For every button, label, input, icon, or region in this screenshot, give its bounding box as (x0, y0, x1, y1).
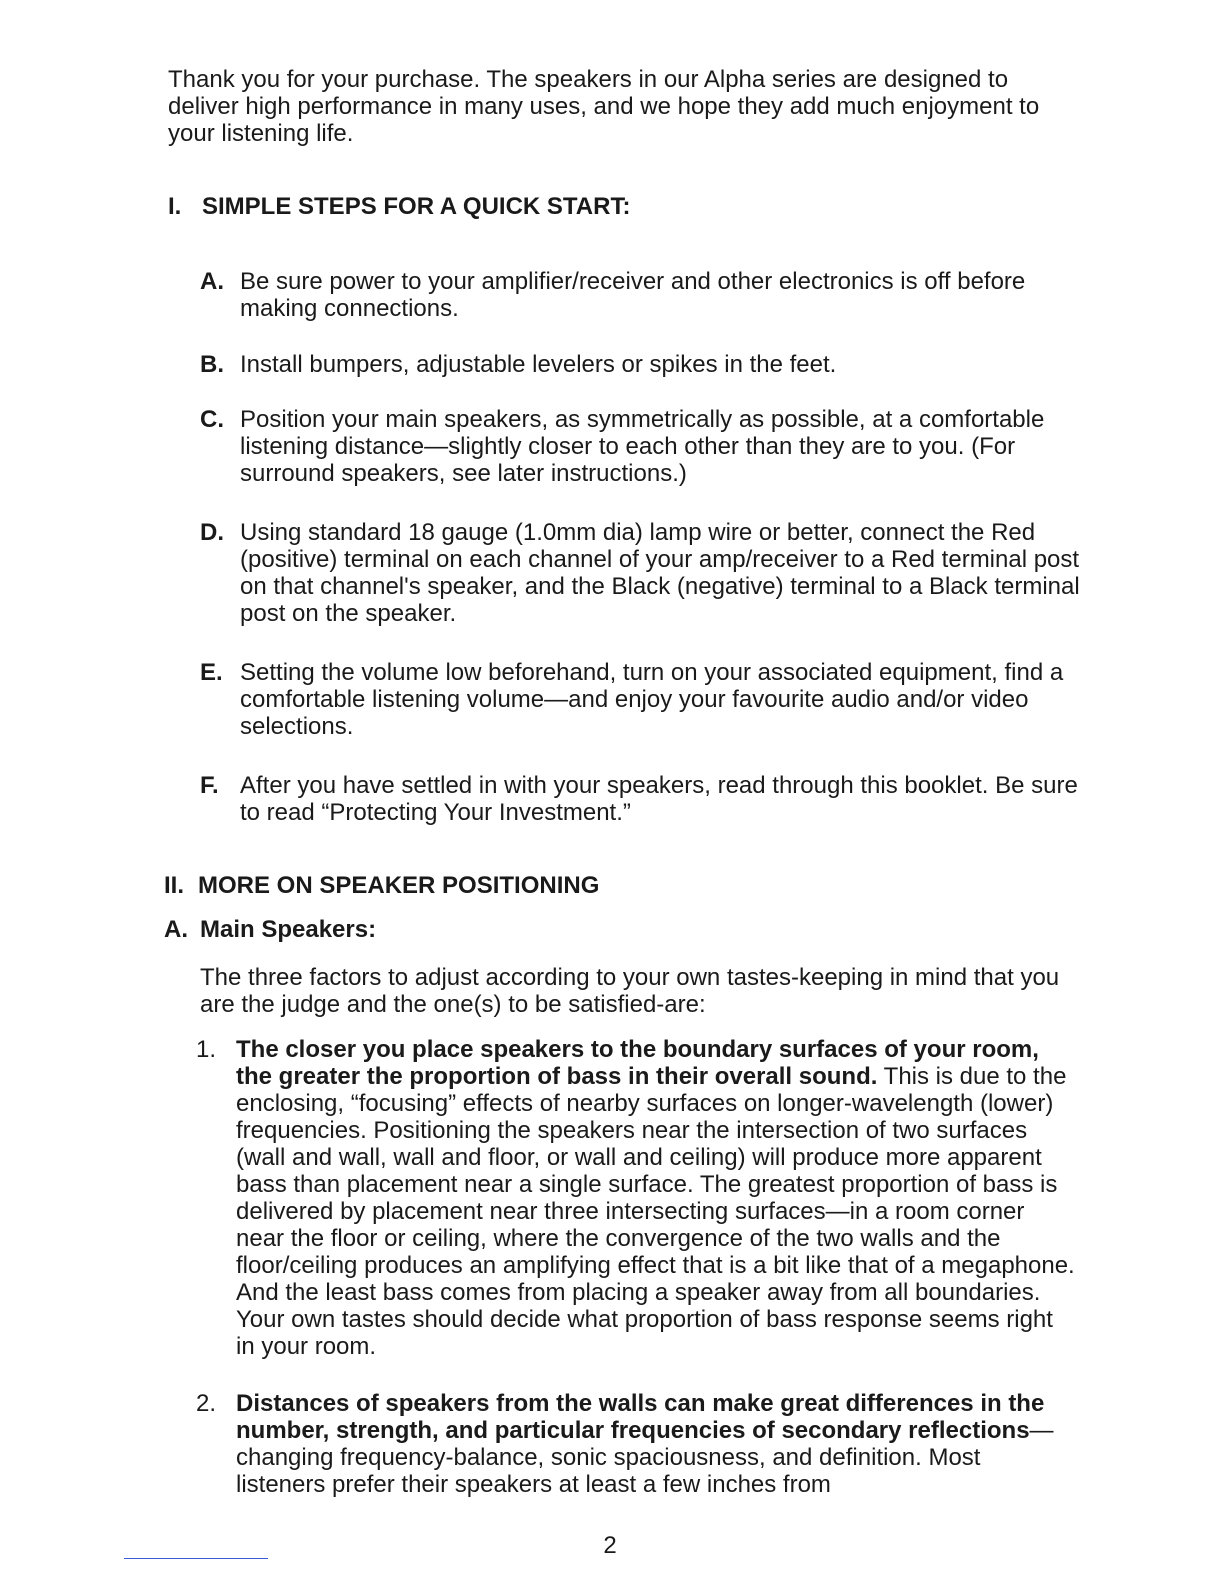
factor-2-lead: Distances of speakers from the walls can make great differences in the number, strength, and particular frequencies of secondary reflections (236, 1390, 1045, 1444)
factor-1-lead: The closer you place speakers to the boundary surfaces of your room, the greater the proportion of bass in their overall sound. (236, 1036, 1039, 1090)
footer-rule (124, 1558, 268, 1559)
factor-1-text (236, 1036, 1076, 1360)
factor-1-number: 1. (196, 1036, 217, 1063)
step-d-text: Using standard 18 gauge (1.0mm dia) lamp wire or better, connect the Red (positive) terminal on each channel of your amp/receiver to a Red terminal post on that channel's speaker, and the Black (negative) terminal to a Black terminal post on the speaker. (240, 519, 1080, 627)
step-a-text: Be sure power to your amplifier/receiver and other electronics is off before making connections. (240, 268, 1026, 322)
factor-2-number: 2. (196, 1390, 217, 1417)
step-c (200, 406, 1080, 487)
factor-1 (196, 1036, 1076, 1360)
subsection-a-intro: The three factors to adjust according to your own tastes-keeping in mind that you are the judge and the one(s) to be satisfied-are: (200, 964, 1060, 1018)
factor-2-body: —changing frequency-balance, sonic spaciousness, and definition. Most listeners prefer their speakers at least a few inches from (236, 1417, 1054, 1498)
step-b-text: Install bumpers, adjustable levelers or spikes in the feet. (240, 351, 837, 378)
intro-paragraph: Thank you for your purchase. The speakers in our Alpha series are designed to deliver high performance in many uses, and we hope they add much enjoyment to your listening life. (168, 66, 1040, 147)
section-2-number: II. (164, 872, 185, 899)
section-2-title: MORE ON SPEAKER POSITIONING (198, 872, 600, 899)
section-2-heading (164, 872, 599, 899)
subsection-a-title: Main Speakers: (200, 916, 377, 943)
step-f-letter: F. (200, 772, 219, 799)
step-d (200, 519, 1080, 627)
factor-2-text (236, 1390, 1076, 1498)
step-d-letter: D. (200, 519, 224, 546)
step-e-text: Setting the volume low beforehand, turn on your associated equipment, find a comfortable listening volume—and enjoy your favourite audio and/or video selections. (240, 659, 1064, 740)
step-c-letter: C. (200, 406, 224, 433)
step-b-letter: B. (200, 351, 224, 378)
section-1-number: I. (168, 193, 182, 220)
step-b (200, 351, 1080, 378)
factor-2 (196, 1390, 1076, 1498)
step-e-letter: E. (200, 659, 223, 686)
step-c-text: Position your main speakers, as symmetrically as possible, at a comfortable listening distance—slightly closer to each other than they are to you. (For surround speakers, see later instructions.) (240, 406, 1045, 487)
step-a-letter: A. (200, 268, 224, 295)
subsection-a-letter: A. (164, 916, 188, 943)
page-number: 2 (603, 1532, 617, 1559)
step-a (200, 268, 1080, 322)
step-e (200, 659, 1080, 740)
subsection-a-heading (164, 916, 376, 943)
section-1-heading (168, 193, 630, 220)
step-f (200, 772, 1080, 826)
section-1-title: SIMPLE STEPS FOR A QUICK START: (202, 193, 631, 220)
factor-1-body: This is due to the enclosing, “focusing” effects of nearby surfaces on longer-wavelength (lower) frequencies. Positioning the speakers near the intersection of two surfaces (wall and wall, wall and floor, or wall and ceiling) will produce more apparent bass than placement near a single surface. The greatest proportion of bass is delivered by placement near three intersecting surfaces—in a room corner near the floor or ceiling, where the convergence of the two walls and the floor/ceiling produces an amplifying effect that is a bit like that of a megaphone. And the least bass comes from placing a speaker away from all boundaries. Your own tastes should decide what proportion of bass response seems right in your room. (236, 1063, 1075, 1360)
step-f-text: After you have settled in with your speakers, read through this booklet. Be sure to read “Protecting Your Investment.” (240, 772, 1078, 826)
